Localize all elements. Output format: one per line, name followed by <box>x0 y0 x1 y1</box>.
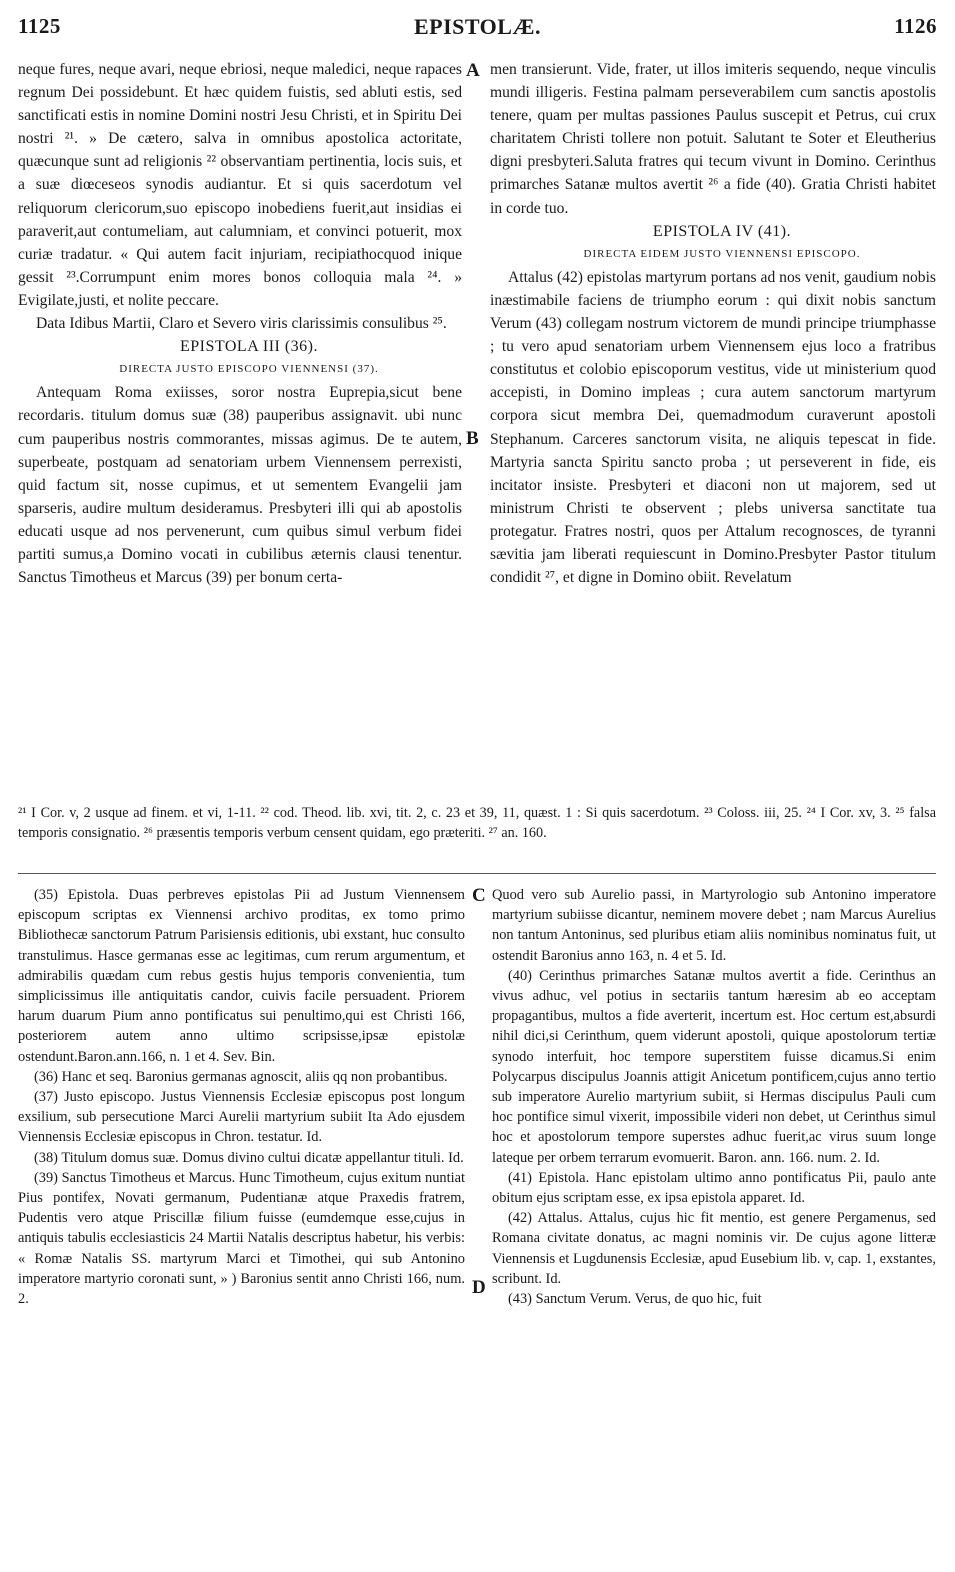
epistle-4-subtitle: DIRECTA EIDEM JUSTO VIENNENSI EPISCOPO. <box>583 247 861 260</box>
note-35: (35) Epistola. Duas perbreves epistolas Pii ad Justum Viennensem episcopum scriptas ex Viennensi archivo proditas, ex tomo primo Bibliothecæ sanctorum Patrum Parisiensis editionis, ubi exstant, huc consulto transtulimus. Hasce germanas esse ac legitimas, cum rerum argumentum, et admirabilis quædam cum rebus gestis hujus temporis convenientia, tum simplicissimus ille antiquitatis candor, cuivis facile persuadent. Priorem harum duarum Pium anno pontificatus sui penultimo,qui est Christi 166, posteriorem autem anno ultimo scripsisse,ipsæ epistolæ ostendunt.Baron.ann.166, n. 1 et 4. Sev. Bin. <box>18 887 465 1065</box>
page-header <box>18 14 937 44</box>
running-title: EPISTOLÆ. <box>414 14 541 39</box>
margin-marker-d: D <box>472 1277 486 1298</box>
margin-marker-b: B <box>466 428 479 449</box>
paragraph: neque fures, neque avari, neque ebriosi, neque maledici, neque rapaces regnum Dei possidebunt. Et hæc quidem fuistis, sed abluti estis, sed sanctificati estis in nomine Domini nostri Jesu Christi, et in Spiritu Dei nostri ²¹. » De cætero, salva in omnibus apostolica actoritate, quæcunque sunt ad religionis ²² observantiam pertinentia, locis suis, et a suæ diœceseos synodis audiantur. Et si quis sacerdotum vel reliquorum clericorum,suo episcopo inobediens fuerit,aut insidias ei paraverit,aut contumeliam, aut calumniam, et convinci potuerit, mox curiæ tradatur. « Qui autem facit injuriam, recipiathocquod inique gessit ²³.Corrumpunt enim mores bonos colloquia mala ²⁴. » Evigilate,justi, et nolite peccare. <box>18 61 462 309</box>
note-38: (38) Titulum domus suæ. Domus divino cultui dicatæ appellantur tituli. Id. <box>34 1149 464 1166</box>
paragraph: men transierunt. Vide, frater, ut illos imiteris sequendo, neque vinculis mundi illigeris. Festina palmam perseverabilem cum sanctis apostolis tenere, quam per multas passiones Paulus suscepit et Petrus, cui crux charitatem Christi tollere non potuit. Salutant te Soter et Eleutherius digni presbyteri.Saluta fratres qui tecum vivunt in Domino. Cerinthus primarches Satanæ multos avertit ²⁶ a fide (40). Gratia Christi habitet in corde tuo. <box>490 61 936 217</box>
epistle-3-title: EPISTOLA III (36). <box>179 338 319 356</box>
note-43: (43) Sanctum Verum. Verus, de quo hic, fuit <box>508 1291 762 1308</box>
margin-marker-c: C <box>472 885 486 906</box>
notes-right-column <box>492 885 936 1309</box>
footnotes: ²¹ I Cor. v, 2 usque ad finem. et vi, 1-11. ²² cod. Theod. lib. xvi, tit. 2, c. 23 et 39, 11, quæst. 1 : Si quis sacerdotum. ²³ Coloss. iii, 25. ²⁴ I Cor. xv, 3. ²⁵ falsa temporis consignatio. ²⁶ præsentis temporis verbum censent quidam, ego præteriti. ²⁷ an. 160. <box>18 805 936 841</box>
epistle-4-title: EPISTOLA IV (41). <box>652 222 792 240</box>
note-36: (36) Hanc et seq. Baronius germanas agnoscit, aliis qq non probantibus. <box>34 1068 448 1085</box>
main-text-left-column <box>18 58 462 589</box>
page-number-right: 1126 <box>894 14 937 38</box>
note-39: (39) Sanctus Timotheus et Marcus. Hunc Timotheum, cujus exitum nuntiat Pius pontifex, Novati germanum, Pudentianæ atque Praxedis fratrem, Pudentis vero atque Priscillæ filium fuisse (eumdemque esse,cujus in antiquis tabulis ecclesiasticis 24 Martii Natalis descriptus habetur, his verbis: « Romæ Natalis SS. martyrum Marci et Timothei, qui sub Antonino imperatore martyrio coronati sunt, » ) Baronius sentit anno Christi 166, num. 2. <box>18 1169 465 1308</box>
paragraph-date: Data Idibus Martii, Claro et Severo viris clarissimis consulibus ²⁵. <box>36 315 447 333</box>
paragraph: Antequam Roma exiisses, soror nostra Euprepia,sicut bene recordaris. titulum domus suæ (38) pauperibus assignavit. ubi nunc cum pauperibus nostris commorantes, missas agimus. De te autem, superbeate, postquam ad senatoriam urbem Viennensem perrexisti, quid factum sit, nosse cupimus, et ut sementem Evangelii jam sparseris, audire multum desideramus. Presbyteri illi qui ab apostolis educati usque ad nos pervenerunt, cum quibus simul verbum fidei partiti sumus,a Domino vocati in cubilibus æternis clausi tenentur. Sanctus Timotheus et Marcus (39) per bonum certa- <box>18 384 462 587</box>
note-41: (41) Epistola. Hanc epistolam ultimo anno pontificatus Pii, paulo ante obitum ejus scriptam esse, ex ipsa epistola apparet. Id. <box>492 1169 936 1207</box>
note-40: (40) Cerinthus primarches Satanæ multos avertit a fide. Cerinthus an vivus adhuc, vel potius in sectariis tantum hæresim ab eo acceptam propagantibus, multos a fide averterit, incertum est. Hoc certum est,absurdi nihil dici,si Cerinthum, quem viderunt apostoli, quique apostolorum tertiæ synodo interfuit, hoc tempore superstitem fuisse dicamus.Si enim Polycarpus discipulus Joannis attigit Anicetum pontificem,cujus anno tertio sub imperatore Aurelio martyrium subiit, si Hermas discipulus Pauli cum hoc pontifice simul vixerit, impossibile videri non debet, ut Cerinthus simul hoc et apostolorum tempore superstes adhuc fuerit,ac virus suum longe lateque per orbem terrarum evomuerit. Baron. ann. 166. num. 2. Id. <box>492 967 936 1166</box>
page-number-left: 1125 <box>18 14 61 38</box>
divider <box>18 873 936 874</box>
epistle-3-subtitle: DIRECTA JUSTO EPISCOPO VIENNENSI (37). <box>119 363 379 376</box>
note-42: (42) Attalus. Attalus, cujus hic fit mentio, est genere Pergamenus, sed Romana civitate donatus, ac magni nominis vir. De cujus agone litteræ Viennensis et Lugdunensis Ecclesiæ, apud Eusebium lib. v, cap. 1, exstantes, scribunt. Id. <box>492 1210 936 1287</box>
margin-marker-a: A <box>466 60 480 81</box>
notes-left-column <box>18 885 465 1309</box>
paragraph: Attalus (42) epistolas martyrum portans ad nos venit, gaudium nobis inæstimabile faciens de triumpho eorum : qui dixit nobis sanctum Verum (43) collegam nostrum victorem de mundi principe triumphasse ; tu vero apud senatoriam urbem Viennensem ejus loco a fratribus constitutus et colobio episcoporum vestitus, vide ut ministerium quod accepisti, in Domino impleas ; cura autem sanctorum martyrum corpora sicut membra Dei, quemadmodum curaverunt apostoli Stephanum. Carceres sanctorum visita, ne aliquis tepescat in fide. Martyria sancta Spiritu sancto proba ; ut perseverent in fide, eis incitator insiste. Presbyteri et diaconi non ut majorem, sed ut ministrum Christi te observent ; plebs universa sanctitate tua protegatur. Fratres nostri, quos per Attalum recognosces, de tyranni sævitia jam liberati requiescunt in Domino.Presbyter Pastor titulum condidit ²⁷, et digne in Domino obiit. Revelatum <box>490 268 936 587</box>
note-37: (37) Justo episcopo. Justus Viennensis Ecclesiæ episcopus post longum exsilium, sub persecutione Marci Aurelii martyrium subiit Ita Ado ejusdem Viennensis Ecclesiæ episcopus in Chron. testatur. Id. <box>18 1089 465 1146</box>
note-continuation: Quod vero sub Aurelio passi, in Martyrologio sub Antonino imperatore martyrium subiisse dicantur, neminem movere debet ; nam Marcus Aurelius non tantum Antoninus, sed pluribus etiam aliis nominibus nominatus fuit, ut ostendit Baronius anno 163, n. 4 et 5. Id. <box>492 887 936 964</box>
main-text-right-column <box>490 58 936 589</box>
